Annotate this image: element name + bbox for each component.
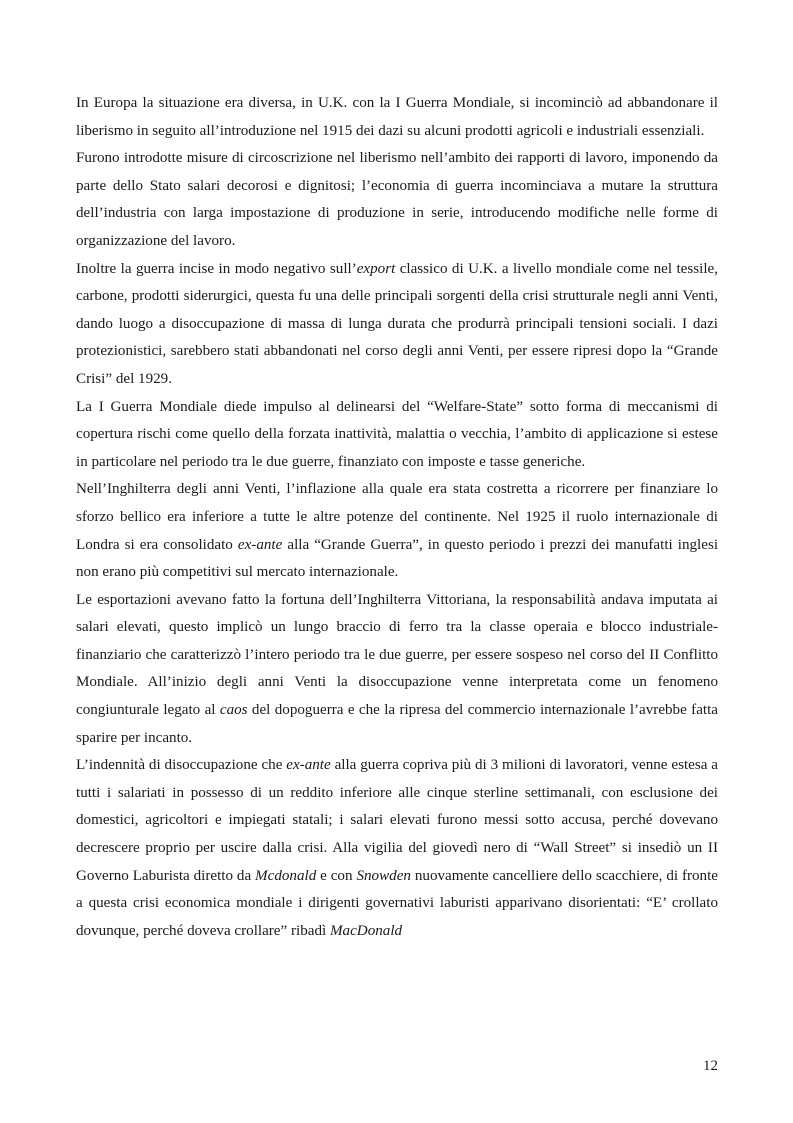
text-run: classico di U.K. a livello mondiale come nel tessile, carbone, prodotti siderurgici, questa fu una delle principali sorgenti della crisi strutturale negli anni Venti, dando luogo a disoccupazione di massa di lunga durata che produrrà principali tensioni sociali. I dazi protezionistici, sarebbero stati abbandonati nel corso degli anni Venti, per essere ripresi dopo la “Grande Crisi” del 1929. <box>76 260 718 387</box>
paragraph <box>76 394 718 477</box>
italic-term: Snowden <box>356 867 411 884</box>
text-run: Nell’Inghilterra degli anni Venti, l’inflazione alla quale era stata costretta a ricorrere per finanziare lo sforzo bellico era inferiore a tutte le altre potenze del continente. Nel 1925 il ruolo internazionale di Londra si era consolidato <box>76 481 718 553</box>
paragraph <box>76 256 718 394</box>
text-run: nuovamente cancelliere dello scacchiere, di fronte a questa crisi economica mondiale i dirigenti governativi laburisti apparivano disorientati: “E’ crollato dovunque, perché doveva crollare” ribadì <box>76 867 719 939</box>
text-run: alla “Grande Guerra”, in questo periodo i prezzi dei manufatti inglesi non erano più competitivi sul mercato internazionale. <box>76 536 719 581</box>
italic-term: caos <box>219 702 248 719</box>
text-run: del dopoguerra e che la ripresa del commercio internazionale l’avrebbe fatta sparire per incanto. <box>76 702 718 746</box>
italic-term: MacDonald <box>329 922 403 939</box>
text-run: alla guerra copriva più di 3 milioni di lavoratori, venne estesa a tutti i salariati in possesso di un reddito inferiore alle cinque sterline settimanali, con esclusione dei domestici, agricoltori e impiegati statali; i salari elevati furono messi sotto accusa, perché dovevano decrescere proprio per uscire dalla crisi. Alla vigilia del giovedì nero di “Wall Street” si insediò un II Governo Laburista diretto da <box>76 757 718 884</box>
text-run: La I Guerra Mondiale diede impulso al delinearsi del “Welfare-State” sotto forma di meccanismi di copertura rischi come quello della forzata inattività, malattia o vecchia, l’ambito di applicazione si estese in particolare nel periodo tra le due guerre, finanziato con imposte e tasse generiche. <box>76 398 718 470</box>
paragraph <box>76 476 718 586</box>
italic-term: ex-ante <box>286 757 331 774</box>
paragraph <box>76 752 718 945</box>
text-run: Furono introdotte misure di circoscrizione nel liberismo nell’ambito dei rapporti di lavoro, imponendo da parte dello Stato salari decorosi e dignitosi; l’economia di guerra incominciava a mutare la struttura dell’industria con larga impostazione di produzione in serie, introducendo modifiche nelle forme di organizzazione del lavoro. <box>76 150 718 249</box>
text-run: L’indennità di disoccupazione che <box>76 757 287 774</box>
italic-term: export <box>356 260 396 277</box>
text-run: In Europa la situazione era diversa, in U.K. con la I Guerra Mondiale, si incominciò ad abbandonare il liberismo in seguito all’introduzione nel 1915 dei dazi su alcuni prodotti agricoli e industriali essenziali. <box>76 95 718 139</box>
text-run: e con <box>316 867 357 884</box>
italic-term: Mcdonald <box>255 867 317 884</box>
paragraph <box>76 90 718 145</box>
page-body <box>76 90 718 945</box>
paragraph <box>76 145 718 255</box>
page-number: 12 <box>703 1058 718 1074</box>
text-run: Inoltre la guerra incise in modo negativo sull’ <box>76 260 357 277</box>
text-run: Le esportazioni avevano fatto la fortuna dell’Inghilterra Vittoriana, la responsabilità andava imputata ai salari elevati, questo implicò un lungo braccio di ferro tra la classe operaia e blocco industriale-finanziario che caratterizzò l’intero periodo tra le due guerre, per essere sospeso nel corso del II Conflitto Mondiale. All’inizio degli anni Venti la disoccupazione venne interpretata come un fenomeno congiunturale legato al <box>76 591 718 719</box>
paragraph <box>76 587 718 753</box>
italic-term: ex-ante <box>237 536 283 553</box>
